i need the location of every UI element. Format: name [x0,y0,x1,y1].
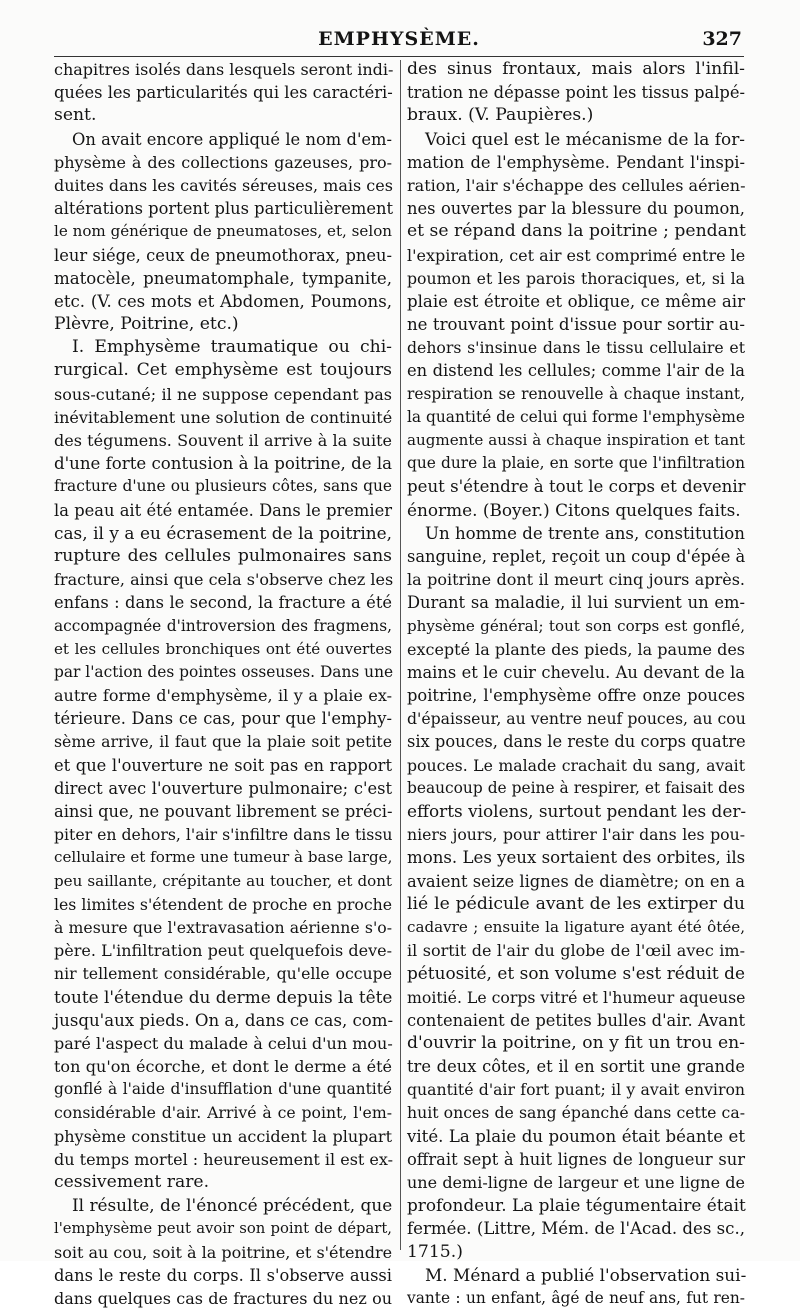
text-line: poumon et les parois thoraciques, et, si la [407,268,745,288]
text-line: père. L'infiltration peut quelquefois deve- [54,941,392,961]
text-line: d'épaisseur, au ventre neuf pouces, au cou [407,709,746,729]
left-column [54,58,394,1308]
text-line: fracture d'une ou plusieurs côtes, sans que [54,477,392,496]
text-line: cellulaire et forme une tumeur à base large, [54,848,393,867]
text-line: soit au cou, soit à la poitrine, et s'étendre [54,1242,393,1262]
text-line: Plèvre, Poitrine, etc.) [54,314,239,335]
text-line: des sinus frontaux, mais alors l'infil- [407,59,745,79]
text-line: quées les particularités qui les caractéri- [54,83,393,103]
text-line: Voici quel est le mécanisme de la for- [425,128,745,149]
text-line: énorme. (Boyer.) Citons quelques faits. [407,499,741,520]
text-line: respiration se renouvelle à chaque instant, [407,384,745,403]
text-line: poitrine, l'emphysème offre onze pouces [407,686,745,706]
text-line: sème arrive, il faut que la plaie soit petite [54,732,392,752]
text-line: pouces. Le malade crachait du sang, avait [407,755,745,775]
text-line: cessivement rare. [54,1172,210,1192]
text-line: ne trouvant point d'issue pour sortir au- [407,315,745,335]
text-line: considérable d'air. Arrivé à ce point, l'em- [54,1103,392,1123]
text-line: sanguine, replet, reçoit un coup d'épée à [407,546,746,566]
text-line: nir tellement considérable, qu'elle occupe [54,964,392,984]
text-line: nes ouvertes par la blessure du poumon, [407,199,745,219]
text-line: chapitres isolés dans lesquels seront indi- [54,60,394,79]
text-line: accompagnée d'introversion des fragmens, [54,616,392,635]
text-line: physème à des collections gazeuses, pro- [54,152,392,172]
text-line: Il résulte, de l'énoncé précédent, que [72,1195,393,1216]
text-line: dans quelques cas de fractures du nez ou [54,1288,392,1308]
text-line: mains et le cuir chevelu. Au devant de la [407,662,745,682]
text-line: profondeur. La plaie tégumentaire était [407,1195,746,1216]
text-line: matocèle, pneumatomphale, tympanite, [54,268,392,288]
text-line: paré l'aspect du malade à celui d'un mou- [54,1033,393,1053]
text-line: mons. Les yeux sortaient des orbites, ils [407,848,746,868]
text-line: et les cellules bronchiques ont été ouvertes [54,639,392,658]
column-divider [400,60,401,1250]
text-line: dehors s'insinue dans le tissu cellulaire et [407,338,745,358]
text-line: leur siége, ceux de pneumothorax, pneu- [54,245,392,265]
text-line: inévitablement une solution de continuité [54,407,393,427]
text-line: augmente aussi à chaque inspiration et tant [407,431,745,449]
text-line: altérations portent plus particulièrement [54,199,394,219]
text-line: enfans : dans le second, la fracture a été [54,593,392,613]
text-line: beaucoup de peine à respirer, et faisait des [407,778,745,797]
text-line: la poitrine dont il meurt cinq jours après. [407,570,745,590]
text-line: sous-cutané; il ne suppose cependant pas [54,384,392,404]
text-line: contenaient de petites bulles d'air. Avant [407,1010,745,1030]
text-line: 1715.) [407,1241,463,1262]
text-line: jusqu'aux pieds. On a, dans ce cas, com- [54,1010,394,1030]
text-line: mation de l'emphysème. Pendant l'inspi- [407,152,745,172]
text-line: physème constitue un accident la plupart [54,1126,392,1146]
text-line: ainsi que, ne pouvant librement se préci- [54,802,393,821]
text-line: quantité d'air fort puant; il y avait environ [407,1080,745,1100]
text-line: M. Ménard a publié l'observation sui- [425,1264,747,1285]
text-line: rurgical. Cet emphysème est toujours [54,360,392,381]
text-line: le nom générique de pneumatoses, et, selon [54,222,392,241]
text-line: des tégumens. Souvent il arrive à la suite [54,431,392,450]
right-column [407,58,747,1307]
text-line: cas, il y a eu écrasement de la poitrine, [54,522,392,543]
text-line: du temps mortel : heureusement il est ex- [54,1149,394,1169]
text-line: peu saillante, crépitante au toucher, et dont [54,871,392,890]
text-line: cadavre ; ensuite la ligature ayant été ôtée, [407,917,745,936]
text-line: six pouces, dans le reste du corps quatre [407,732,746,752]
text-line: d'ouvrir la poitrine, on y fit un trou en- [407,1032,745,1053]
text-line: une demi-ligne de largeur et une ligne de [407,1173,745,1192]
text-line: Un homme de trente ans, constitution [425,523,745,543]
text-line: que dure la plaie, en sorte que l'infiltration [407,454,745,473]
text-line: par l'action des pointes osseuses. Dans une [54,662,394,681]
text-line: pétuosité, et son volume s'est réduit de [407,963,745,984]
text-line: à mesure que l'extravasation aérienne s'o- [54,917,392,937]
text-line: excepté la plante des pieds, la paume des [407,639,746,659]
text-line: piter en dehors, l'air s'infiltre dans le tissu [54,825,393,845]
text-line: il sortit de l'air du globe de l'œil avec im- [407,941,745,961]
text-line: moitié. Le corps vitré et l'humeur aqueuse [407,987,746,1007]
text-line: On avait encore appliqué le nom d'em- [72,129,392,149]
text-line: ration, l'air s'échappe des cellules aérien- [407,175,746,195]
text-line: physème général; tout son corps est gonflé, [407,616,745,635]
text-line: I. Emphysème traumatique ou chi- [72,337,392,358]
text-line: duites dans les cavités séreuses, mais ces [54,175,393,195]
text-line: dans le reste du corps. Il s'observe aussi [54,1265,392,1285]
text-line: tre deux côtes, et il en sortit une grande [407,1057,745,1077]
text-line: ton qu'on écorche, et dont le derme a été [54,1057,392,1077]
text-line: toute l'étendue du derme depuis la tête [54,986,393,1007]
page-number: 327 [702,28,742,50]
text-line: les limites s'étendent de proche en proche [54,894,392,914]
text-line: térieure. Dans ce cas, pour que l'emphy- [54,709,392,729]
text-line: vité. La plaie du poumon était béante et [407,1126,745,1146]
text-line: braux. (V. Paupières.) [407,105,594,126]
text-line: gonflé à l'aide d'insufflation d'une quantité [54,1080,392,1099]
text-line: vante : un enfant, âgé de neuf ans, fut ren- [407,1288,745,1307]
text-line: offrait sept à huit lignes de longueur sur [407,1149,745,1169]
text-line: direct avec l'ouverture pulmonaire; c'est [54,778,392,798]
text-line: avaient seize lignes de diamètre; on en a [407,871,745,891]
text-line: etc. (V. ces mots et Abdomen, Poumons, [54,291,392,311]
text-line: en distend les cellules; comme l'air de la [407,361,745,381]
text-line: fermée. (Littre, Mém. de l'Acad. des sc., [407,1219,745,1239]
text-line: tration ne dépasse point les tissus palpé- [407,83,745,103]
text-line: fracture, ainsi que cela s'observe chez les [54,570,394,590]
text-line: d'une forte contusion à la poitrine, de la [54,454,393,474]
text-line: l'expiration, cet air est comprimé entre le [407,245,746,265]
text-line: et se répand dans la poitrine ; pendant [407,221,746,242]
running-head [54,28,744,56]
text-line: huit onces de sang épanché dans cette ca- [407,1103,745,1123]
running-title: EMPHYSÈME. [318,28,480,50]
text-line: et que l'ouverture ne soit pas en rapport [54,755,392,775]
text-line: niers jours, pour attirer l'air dans les pou- [407,825,745,845]
text-line: Durant sa maladie, il lui survient un em- [407,593,745,613]
text-line: lié le pédicule avant de les extirper du [407,893,745,914]
header-rule [54,56,744,57]
text-line: la peau ait été entamée. Dans le premier [54,500,392,520]
text-line: la quantité de celui qui forme l'emphysème [407,407,745,426]
text-line: plaie est étroite et oblique, ce même air [407,291,745,311]
text-line: rupture des cellules pulmonaires sans [54,545,392,566]
text-line: l'emphysème peut avoir son point de départ, [54,1220,392,1238]
text-line: autre forme d'emphysème, il y a plaie ex- [54,686,392,706]
text-line: efforts violens, surtout pendant les der- [407,801,747,821]
text-line: peut s'étendre à tout le corps et devenir [407,477,746,497]
text-line: sent. [54,105,97,126]
